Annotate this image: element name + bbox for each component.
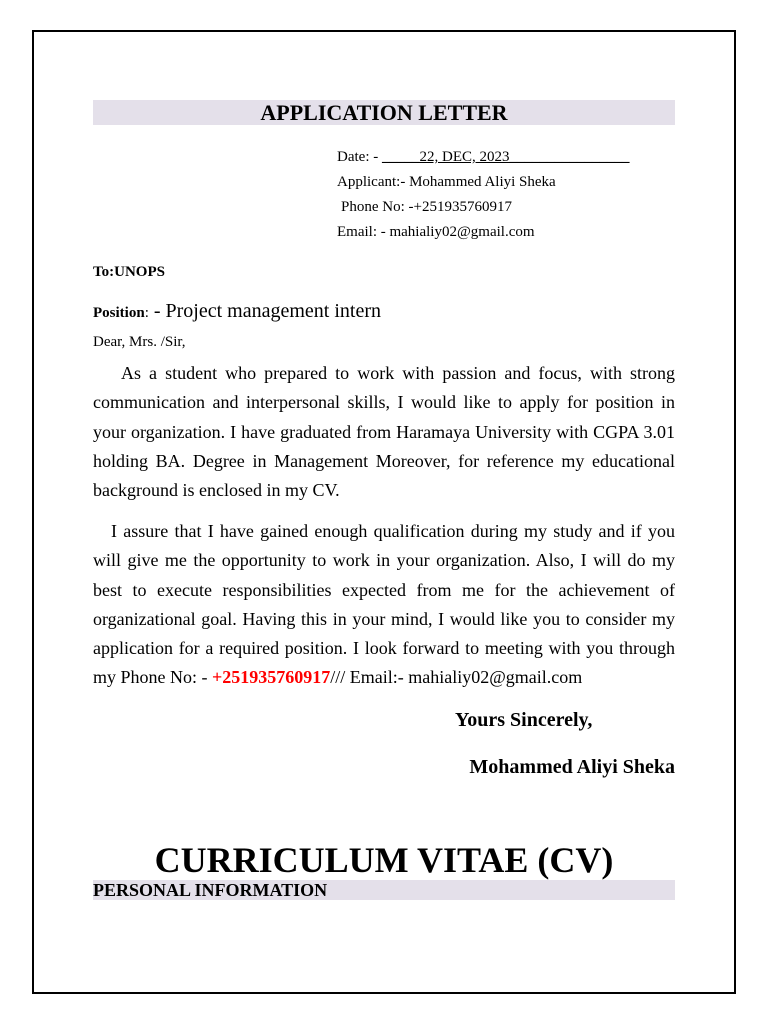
phone-highlight: +251935760917 (212, 667, 331, 688)
phone-line: Phone No: -+251935760917 (341, 199, 512, 215)
closing: Yours Sincerely, (455, 709, 593, 731)
applicant-line: Applicant:- Mohammed Aliyi Sheka (337, 174, 556, 190)
letter-header (337, 145, 629, 245)
section-title-personal-information: PERSONAL INFORMATION (93, 880, 675, 900)
paragraph-text: I assure that I have gained enough qualification during my study and if you will give me the opportunity to work in your organization. Also, I will do my best to execute responsibilities expected from me for the achievement of organizational goal. Having this in your mind, I would like you to consider my application for a required position. I look forward to meeting with you through my Phone No: - (93, 521, 675, 688)
salutation: Dear, Mrs. /Sir, (93, 334, 186, 350)
position-colon: : (144, 305, 149, 321)
body-paragraph-2 (93, 517, 675, 693)
recipient-line: To:UNOPS (93, 264, 165, 280)
position-value: - Project management intern (153, 300, 381, 322)
cv-title: CURRICULUM VITAE (CV) (154, 840, 614, 880)
date-value: _____22, DEC, 2023________________ (381, 149, 630, 165)
position-line (93, 298, 675, 326)
body-paragraph-1: As a student who prepared to work with passion and focus, with strong communication and interpersonal skills, I would like to apply for position in your organization. I have graduated from Haramaya University with CGPA 3.01 holding BA. Degree in Management Moreover, for reference my educational background is enclosed in my CV. (93, 363, 675, 501)
signature-name: Mohammed Aliyi Sheka (469, 756, 675, 778)
date-label: Date: - (337, 149, 382, 165)
email-text: /// Email:- mahialiy02@gmail.com (330, 667, 583, 688)
email-line: Email: - mahialiy02@gmail.com (337, 224, 535, 240)
position-label: Position (93, 305, 145, 321)
date-line (337, 145, 629, 170)
letter-title: APPLICATION LETTER (93, 100, 675, 125)
